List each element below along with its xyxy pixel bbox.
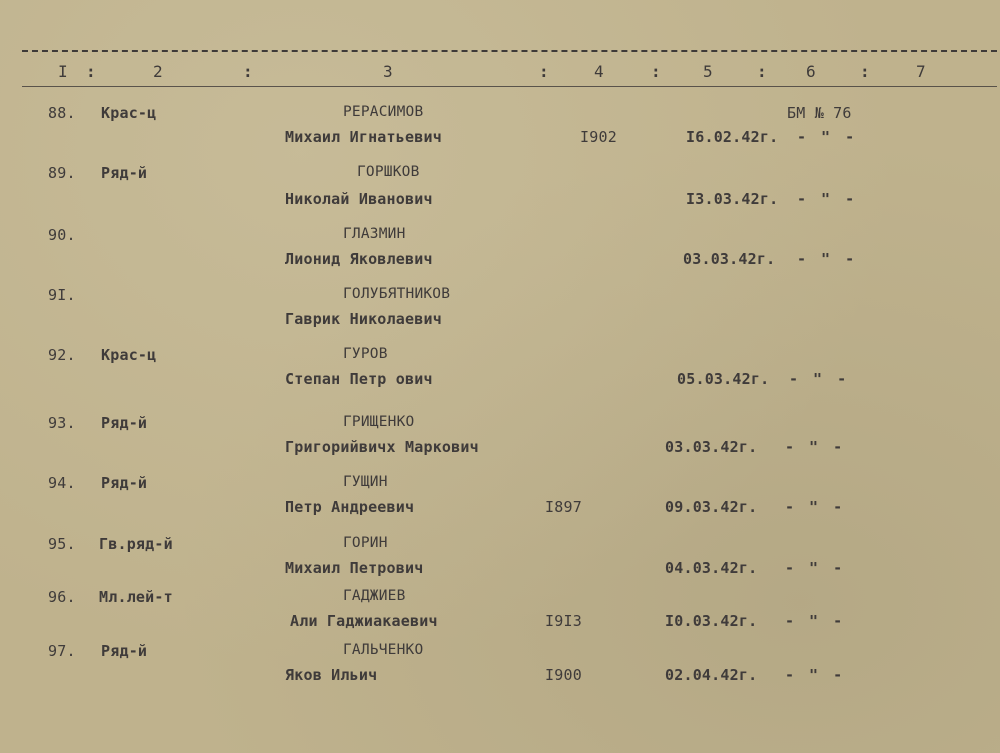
record-date: I3.03.42г.: [686, 190, 779, 208]
record-number: 95.: [48, 535, 76, 553]
record-ditto: - " -: [797, 250, 858, 268]
record-given-name: Григорийвичх Маркович: [285, 438, 479, 456]
record-year: I902: [580, 128, 617, 146]
record-rank: Крас-ц: [101, 104, 157, 122]
record-surname: ГОРИН: [343, 535, 388, 551]
header-sep: :: [860, 62, 870, 81]
record-surname: ГУЩИН: [343, 474, 388, 490]
record-given-name: Яков Ильич: [285, 666, 378, 684]
record-ditto: - " -: [785, 498, 846, 516]
record-number: 96.: [48, 588, 76, 606]
header-sep: :: [86, 62, 96, 81]
record-year: I9I3: [545, 612, 582, 630]
record-ditto: - " -: [785, 666, 846, 684]
record-given-name: Гаврик Николаевич: [285, 310, 442, 328]
record-rank: Ряд-й: [101, 474, 148, 492]
record-number: 93.: [48, 414, 76, 432]
record-date: 05.03.42г.: [677, 370, 770, 388]
record-date: I6.02.42г.: [686, 128, 779, 146]
record-year: I900: [545, 666, 582, 684]
record-surname: ГРИЩЕНКО: [343, 414, 415, 430]
header-col-4: 4: [594, 62, 604, 81]
record-number: 92.: [48, 346, 76, 364]
header-sep: :: [243, 62, 253, 81]
header-col-6: 6: [806, 62, 816, 81]
record-ditto: - " -: [785, 559, 846, 577]
record-number: 90.: [48, 226, 76, 244]
record-ditto: - " -: [785, 438, 846, 456]
record-rank: Гв.ряд-й: [99, 535, 173, 553]
record-rank: Ряд-й: [101, 642, 148, 660]
record-ditto: - " -: [797, 190, 858, 208]
record-rank: Крас-ц: [101, 346, 157, 364]
record-surname: ГУРОВ: [343, 346, 388, 362]
record-date: 09.03.42г.: [665, 498, 758, 516]
record-rank: Мл.лей-т: [99, 588, 173, 606]
record-given-name: Степан Петр ович: [285, 370, 433, 388]
record-date: 02.04.42г.: [665, 666, 758, 684]
header-col-5: 5: [703, 62, 713, 81]
record-number: 9I.: [48, 286, 76, 304]
record-date: 03.03.42г.: [665, 438, 758, 456]
record-given-name: Али Гаджиакаевич: [290, 612, 438, 630]
header-bottom-rule: [22, 86, 997, 87]
record-ditto: - " -: [797, 128, 858, 146]
record-ditto: - " -: [785, 612, 846, 630]
record-surname: ГЛАЗМИН: [343, 226, 406, 242]
record-date: 03.03.42г.: [683, 250, 776, 268]
record-date: I0.03.42г.: [665, 612, 758, 630]
record-surname: ГОЛУБЯТНИКОВ: [343, 286, 451, 302]
record-extra: БМ № 76: [787, 104, 852, 122]
record-given-name: Лионид Яковлевич: [285, 250, 433, 268]
record-given-name: Петр Андреевич: [285, 498, 415, 516]
record-rank: Ряд-й: [101, 164, 148, 182]
record-date: 04.03.42г.: [665, 559, 758, 577]
record-number: 89.: [48, 164, 76, 182]
record-given-name: Михаил Игнатьевич: [285, 128, 442, 146]
header-col-2: 2: [153, 62, 163, 81]
record-surname: ГАЛЬЧЕНКО: [343, 642, 424, 658]
header-top-rule: [22, 50, 997, 52]
header-col-7: 7: [916, 62, 926, 81]
record-surname: РЕРАСИМОВ: [343, 104, 424, 120]
header-sep: :: [651, 62, 661, 81]
record-given-name: Николай Иванович: [285, 190, 433, 208]
record-surname: ГОРШКОВ: [357, 164, 420, 180]
record-number: 97.: [48, 642, 76, 660]
record-given-name: Михаил Петрович: [285, 559, 424, 577]
record-rank: Ряд-й: [101, 414, 148, 432]
record-year: I897: [545, 498, 582, 516]
record-number: 94.: [48, 474, 76, 492]
header-sep: :: [539, 62, 549, 81]
record-number: 88.: [48, 104, 76, 122]
header-col-3: 3: [383, 62, 393, 81]
header-sep: :: [757, 62, 767, 81]
record-ditto: - " -: [789, 370, 850, 388]
record-surname: ГАДЖИЕВ: [343, 588, 406, 604]
header-col-1: I: [58, 62, 68, 81]
